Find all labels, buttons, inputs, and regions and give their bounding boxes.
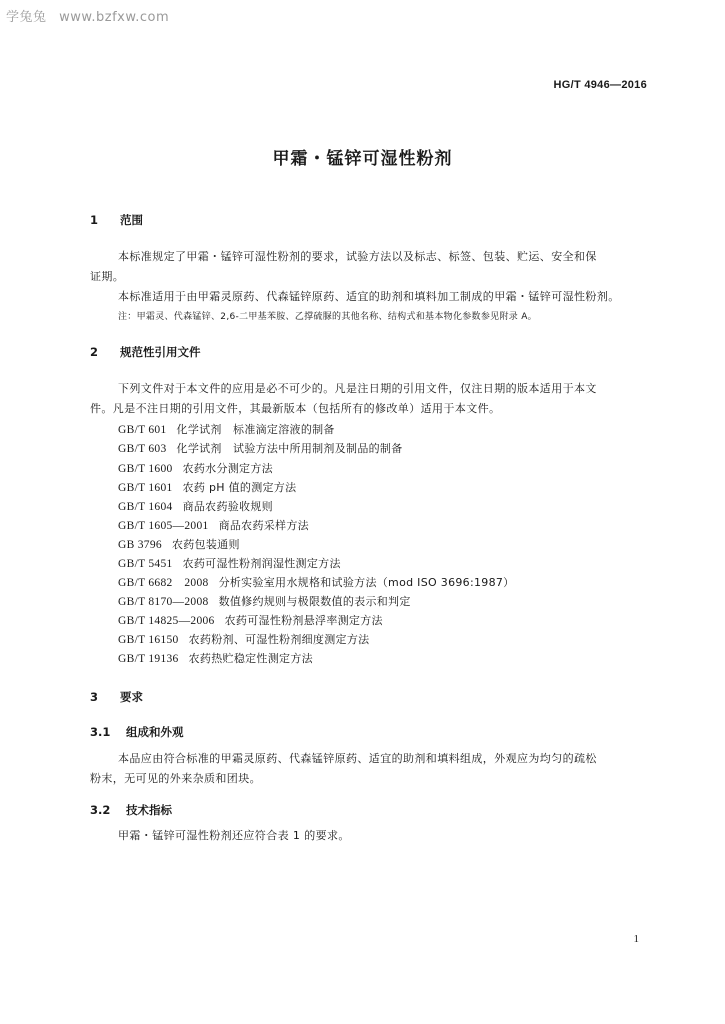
subsection-heading-composition <box>90 724 184 740</box>
reference-item <box>118 612 383 628</box>
subsection-title: 技术指标 <box>126 803 172 817</box>
reference-code: GB/T 14825—2006 <box>118 615 215 627</box>
scope-paragraph-line: 本标准规定了甲霜・锰锌可湿性粉剂的要求，试验方法以及标志、标签、包装、贮运、安全和保 <box>118 250 597 263</box>
subsection-number: 3.1 <box>90 725 111 739</box>
page-number: 1 <box>633 933 639 945</box>
reference-title: 农药粉剂、可湿性粉剂细度测定方法 <box>188 633 370 646</box>
reference-code: GB/T 8170—2008 <box>118 596 209 608</box>
reference-title: 化学试剂 试验方法中所用制剂及制品的制备 <box>176 442 403 455</box>
section-title: 要求 <box>120 690 143 704</box>
section-heading-requirements <box>90 689 143 705</box>
section-heading-scope <box>90 212 143 228</box>
reference-item <box>118 593 411 609</box>
reference-title: 分析实验室用水规格和试验方法（mod ISO 3696:1987） <box>218 576 515 589</box>
composition-paragraph-line: 粉末，无可见的外来杂质和团块。 <box>90 772 261 785</box>
standard-number: HG/T 4946—2016 <box>553 79 647 91</box>
reference-code: GB/T 1600 <box>118 463 173 475</box>
reference-item <box>118 479 296 495</box>
reference-title: 农药包装通则 <box>171 538 240 551</box>
subsection-number: 3.2 <box>90 803 111 817</box>
reference-item <box>118 440 403 456</box>
reference-title: 农药水分测定方法 <box>182 462 273 475</box>
reference-title: 农药热贮稳定性测定方法 <box>188 652 313 665</box>
reference-item <box>118 650 313 666</box>
references-intro-line: 件。凡是不注日期的引用文件，其最新版本（包括所有的修改单）适用于本文件。 <box>90 402 501 415</box>
reference-item <box>118 517 309 533</box>
reference-code: GB/T 6682 2008 <box>118 577 209 589</box>
section-title: 规范性引用文件 <box>120 345 201 359</box>
reference-item <box>118 460 273 476</box>
section-title: 范围 <box>120 213 143 227</box>
subsection-title: 组成和外观 <box>126 725 184 739</box>
reference-item <box>118 631 369 647</box>
reference-code: GB/T 19136 <box>118 653 179 665</box>
reference-title: 农药可湿性粉剂润湿性测定方法 <box>182 557 341 570</box>
reference-item <box>118 555 341 571</box>
reference-code: GB/T 601 <box>118 424 167 436</box>
references-intro-line: 下列文件对于本文件的应用是必不可少的。凡是注日期的引用文件，仅注日期的版本适用于本文 <box>118 382 597 395</box>
reference-title: 农药可湿性粉剂悬浮率测定方法 <box>224 614 383 627</box>
reference-item <box>118 498 273 514</box>
reference-title: 数值修约规则与极限数值的表示和判定 <box>218 595 411 608</box>
reference-code: GB/T 1604 <box>118 501 173 513</box>
scope-applicability: 本标准适用于由甲霜灵原药、代森锰锌原药、适宜的助剂和填料加工制成的甲霜・锰锌可湿性粉剂。 <box>118 290 620 303</box>
reference-item <box>118 536 240 552</box>
reference-code: GB/T 5451 <box>118 558 173 570</box>
composition-paragraph-line: 本品应由符合标准的甲霜灵原药、代森锰锌原药、适宜的助剂和填料组成，外观应为均匀的疏松 <box>118 752 597 765</box>
reference-title: 化学试剂 标准滴定溶液的制备 <box>176 423 335 436</box>
section-number: 1 <box>90 213 99 227</box>
watermark-url: www.bzfxw.com <box>59 10 170 25</box>
reference-title: 农药 pH 值的测定方法 <box>182 481 297 494</box>
subsection-heading-technical-indicators <box>90 802 172 818</box>
watermark-brand: 学兔兔 <box>6 10 47 25</box>
scope-paragraph-line: 证期。 <box>90 270 125 283</box>
section-heading-normative-references <box>90 344 201 360</box>
reference-item <box>118 421 335 437</box>
scope-note: 注：甲霜灵、代森锰锌、2,6-二甲基苯胺、乙撑硫脲的其他名称、结构式和基本物化参数参见附录 A。 <box>118 312 537 322</box>
section-number: 2 <box>90 345 99 359</box>
reference-code: GB 3796 <box>118 539 162 551</box>
reference-code: GB/T 603 <box>118 443 167 455</box>
technical-indicators-paragraph: 甲霜・锰锌可湿性粉剂还应符合表 1 的要求。 <box>118 829 350 842</box>
reference-code: GB/T 16150 <box>118 634 179 646</box>
document-title: 甲霜・锰锌可湿性粉剂 <box>272 149 453 169</box>
reference-item <box>118 574 514 590</box>
reference-code: GB/T 1605—2001 <box>118 520 209 532</box>
reference-title: 商品农药采样方法 <box>218 519 309 532</box>
watermark <box>6 6 169 25</box>
reference-title: 商品农药验收规则 <box>182 500 273 513</box>
reference-code: GB/T 1601 <box>118 482 173 494</box>
section-number: 3 <box>90 690 99 704</box>
